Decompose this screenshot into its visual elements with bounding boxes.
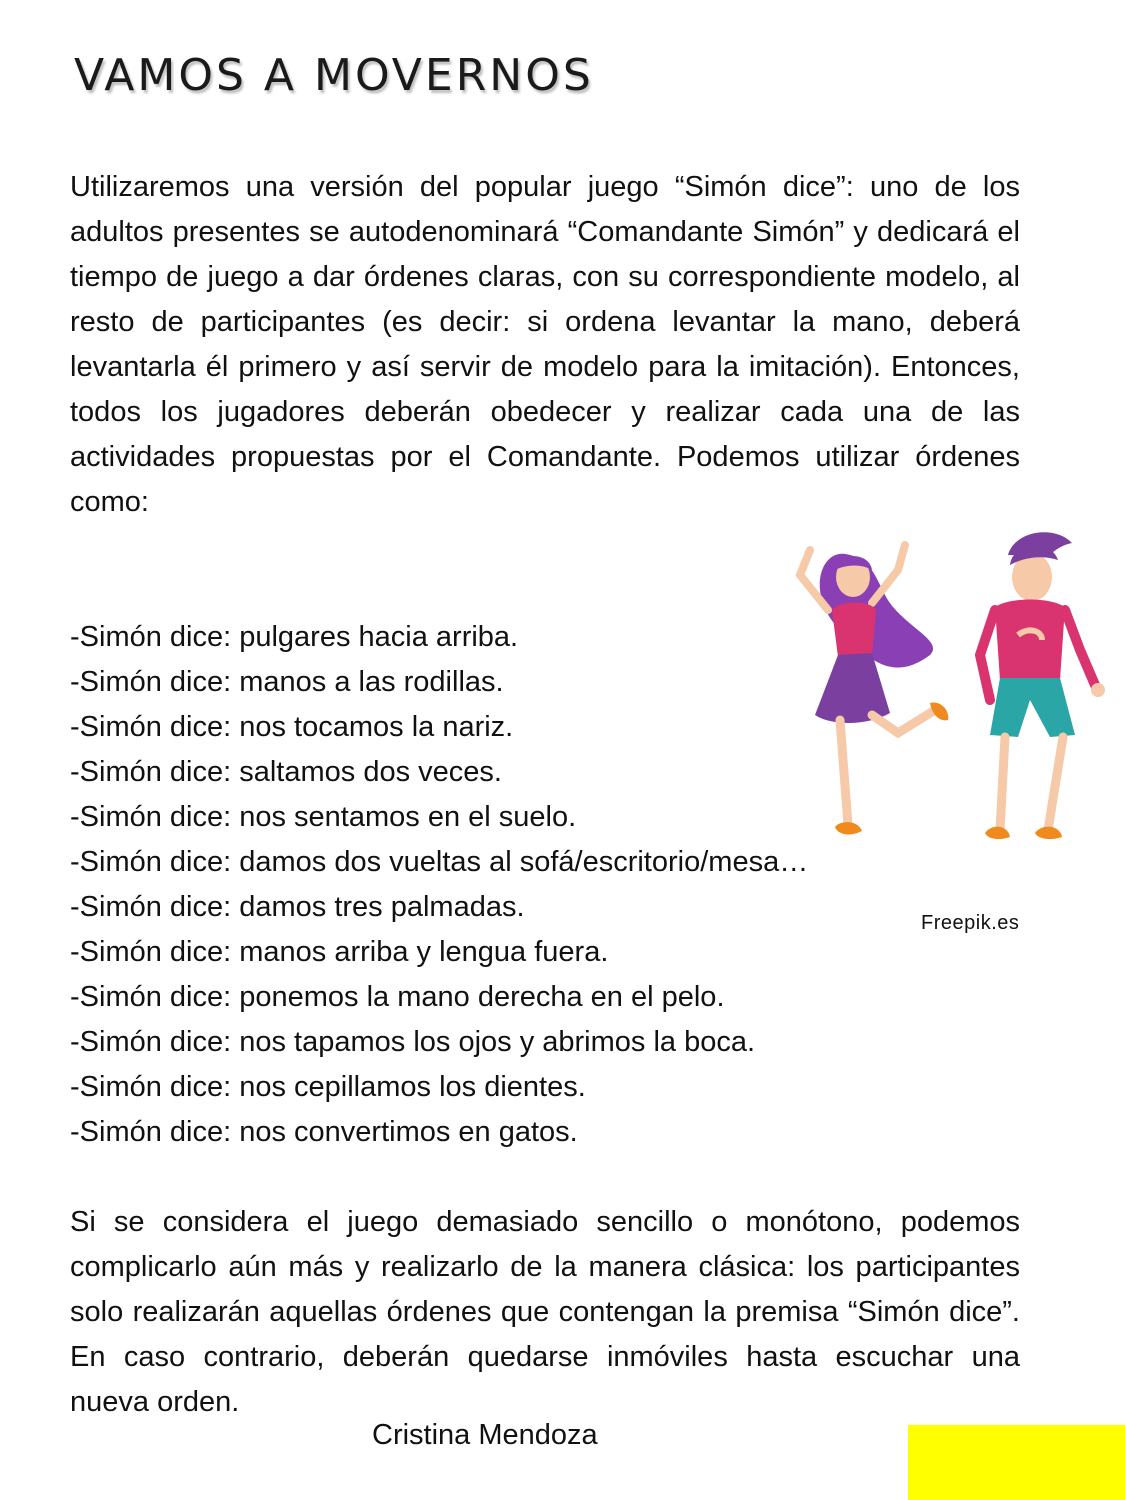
order-item: -Simón dice: damos dos vueltas al sofá/escritorio/mesa… bbox=[70, 846, 809, 878]
author-name: Cristina Mendoza bbox=[372, 1419, 598, 1451]
order-item: -Simón dice: nos tapamos los ojos y abrimos la boca. bbox=[70, 1026, 756, 1058]
closing-paragraph: Si se considera el juego demasiado sencillo o monótono, podemos complicarlo aún más y realizarlo de la manera clásica: los participantes solo realizarán aquellas órdenes que contengan la premisa “Simón dice”. En caso contrario, deberán quedarse inmóviles hasta escuchar una nueva orden. bbox=[70, 1206, 1020, 1418]
image-credit: Freepik.es bbox=[921, 912, 1020, 934]
intro-paragraph: Utilizaremos una versión del popular juego “Simón dice”: uno de los adultos presentes se autodenominará “Comandante Simón” y dedicará el tiempo de juego a dar órdenes claras, con su correspondiente modelo, al resto de participantes (es decir: si ordena levantar la mano, deberá levantarla él primero y así servir de modelo para la imitación). Entonces, todos los jugadores deberán obedecer y realizar cada una de las actividades propuestas por el Comandante. Podemos utilizar órdenes como: bbox=[70, 171, 1020, 518]
order-item: -Simón dice: damos tres palmadas. bbox=[70, 891, 525, 923]
page-title: VAMOS A MOVERNOS bbox=[74, 50, 594, 101]
order-item: -Simón dice: pulgares hacia arriba. bbox=[70, 621, 519, 653]
yellow-accent-block bbox=[908, 1425, 1125, 1500]
woman-figure bbox=[800, 545, 948, 834]
order-item: -Simón dice: manos arriba y lengua fuera. bbox=[70, 936, 609, 968]
order-item: -Simón dice: nos convertimos en gatos. bbox=[70, 1116, 578, 1148]
order-item: -Simón dice: saltamos dos veces. bbox=[70, 756, 502, 788]
order-item: -Simón dice: nos tocamos la nariz. bbox=[70, 711, 514, 743]
order-item: -Simón dice: ponemos la mano derecha en el pelo. bbox=[70, 981, 725, 1013]
order-item: -Simón dice: nos sentamos en el suelo. bbox=[70, 801, 577, 833]
dancing-people-illustration bbox=[780, 515, 1125, 860]
order-item: -Simón dice: manos a las rodillas. bbox=[70, 666, 504, 698]
man-figure bbox=[980, 532, 1105, 839]
order-item: -Simón dice: nos cepillamos los dientes. bbox=[70, 1071, 586, 1103]
